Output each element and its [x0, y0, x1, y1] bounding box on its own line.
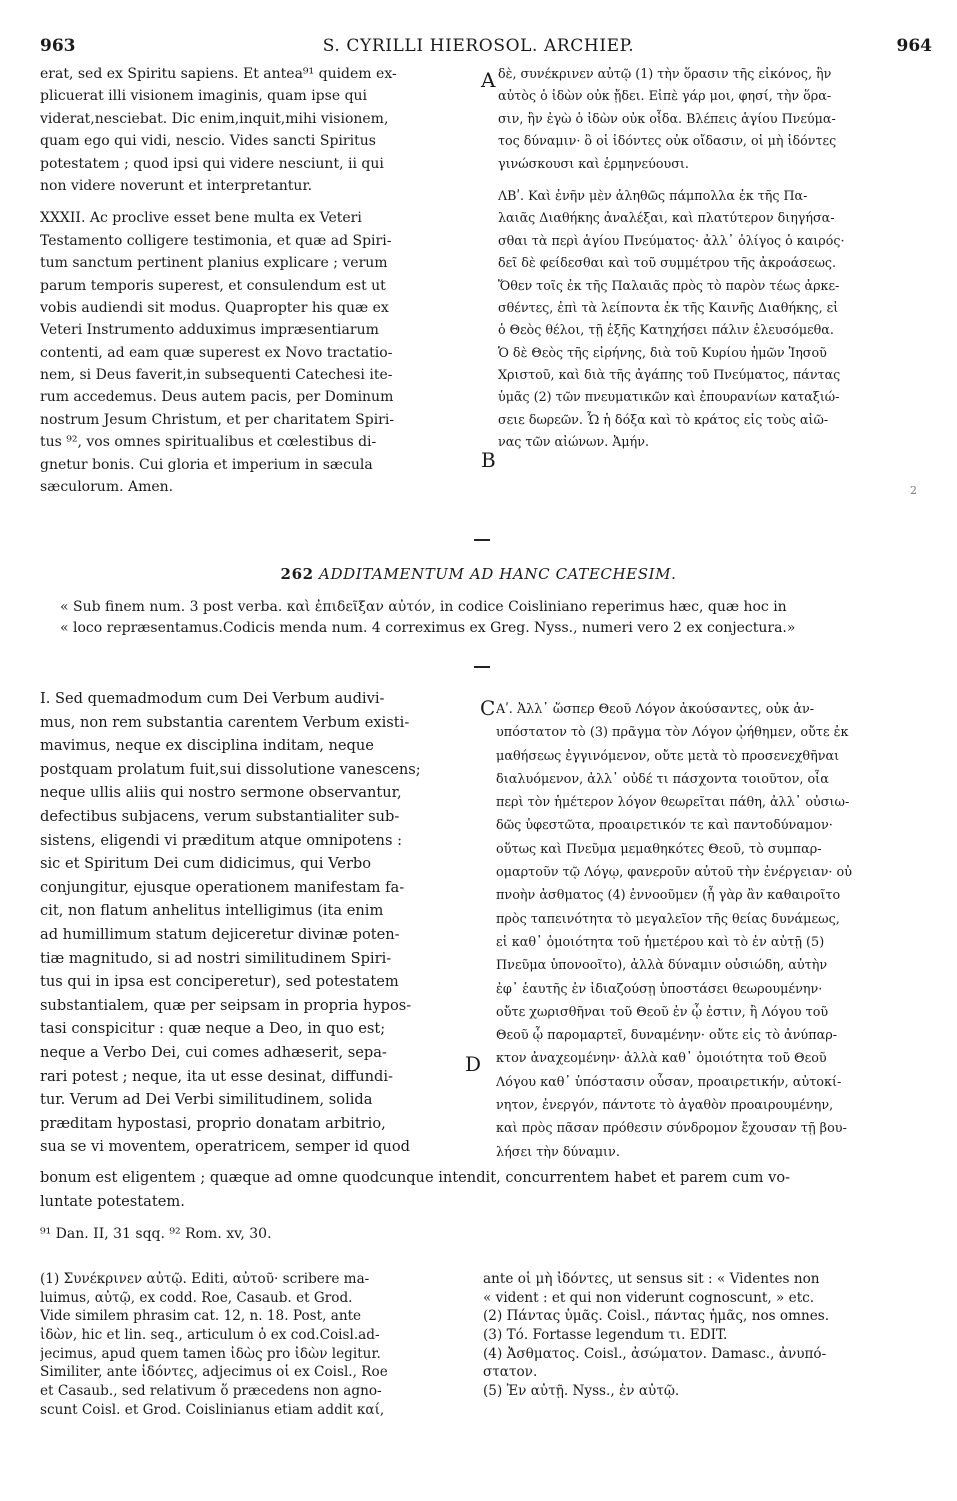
text-line: sæculorum. Amen.: [40, 479, 174, 496]
text-line: νας τῶν αἰώνων. Ἀμήν.: [498, 434, 650, 450]
additamentum-note: [60, 597, 940, 639]
text-line: substantialem, quæ per seipsam in propria hypos-: [40, 996, 412, 1014]
text-line: præditam hypostasi, proprio donatam arbitrio,: [40, 1114, 386, 1132]
text-line: σθαι τὰ περὶ ἁγίου Πνεύματος· ἀλλ᾽ ὀλίγος ὁ καιρός·: [498, 232, 845, 248]
text-line: καὶ πρὸς πᾶσαν πρόθεσιν σύνδρομον ἔχουσαν τῇ βου-: [496, 1121, 847, 1137]
text-line: νητον, ἐνεργόν, πάντοτε τὸ ἀγαθὸν προαιρουμένην,: [496, 1098, 834, 1114]
text-line: ὁ Θεὸς θέλοι, τῇ ἑξῆς Κατηχήσει πάλιν ἐλευσόμεθα.: [498, 322, 834, 338]
text-line: Testamento colligere testimonia, et quæ ad Spiri-: [40, 232, 392, 249]
scripture-references: ⁹¹ Dan. II, 31 sqq. ⁹² Rom. xv, 30.: [40, 1226, 272, 1242]
text-line: viderat,nesciebat. Dic enim,inquit,mihi visionem,: [40, 110, 389, 127]
text-line: οὔτε χωρισθῆναι τοῦ Θεοῦ ἐν ᾧ ἐστιν, ἢ Λόγου τοῦ: [496, 1004, 829, 1020]
text-line: I. Sed quemadmodum cum Dei Verbum audivi-: [40, 690, 385, 707]
text-line: Χριστοῦ, καὶ διὰ τῆς ἀγάπης τοῦ Πνεύματος, πάντας: [498, 367, 841, 383]
text-line: erat, sed ex Spiritu sapiens. Et antea⁹¹ quidem ex-: [40, 66, 397, 82]
footnote-line: στατον.: [483, 1364, 538, 1381]
footnote-line: scunt Coisl. et Grod. Coislinianus etiam addit καί,: [40, 1401, 385, 1418]
text-line: Ὁ δὲ Θεὸς τῆς εἰρήνης, διὰ τοῦ Κυρίου ἡμῶν Ἰησοῦ: [498, 344, 827, 360]
note-line: « Sub finem num. 3 post verba. καὶ ἐπιδεῖξαν αὐτόν, in codice Coisliniano reperimus hæc, quæ hoc in: [60, 599, 787, 615]
text-line: εἰ καθ᾽ ὁμοιότητα τοῦ ἡμετέρου καὶ τὸ ἐν αὐτῇ (5): [496, 934, 825, 950]
text-line: Ὅθεν τοῖς ἐκ τῆς Παλαιᾶς πρὸς τὸ παρὸν τέως ἀρκε-: [498, 277, 840, 293]
margin-letter-b: B: [481, 448, 496, 472]
greek-column-top: [498, 63, 938, 454]
text-line: parum temporis superest, et consulendum est ut: [40, 277, 386, 294]
text-line: διαλυόμενον, ἀλλ᾽ οὐδέ τι πάσχοντα τοιοῦτον, οἷα: [496, 771, 829, 787]
additamentum-heading: [0, 565, 957, 583]
footnote-line: (2) Πάντας ὑμᾶς. Coisl., πάντας ἡμᾶς, nos omnes.: [483, 1308, 830, 1325]
text-line: nem, si Deus faverit,in subsequenti Catechesi ite-: [40, 367, 393, 384]
text-line: mavimus, neque ex disciplina inditam, neque: [40, 737, 374, 755]
footnote-line: et Casaub., sed relativum ὅ præcedens non agno-: [40, 1383, 382, 1400]
text-line: neque a Verbo Dei, cui comes adhæserit, sepa-: [40, 1043, 387, 1061]
text-line: sua se vi moventem, operatricem, semper id quod: [40, 1138, 411, 1156]
footnote-line: (4) Ἀσθματος. Coisl., ἀσώματον. Damasc., ἀνυπό-: [483, 1345, 827, 1362]
footnotes-left: [40, 1270, 470, 1420]
footnote-line: Similiter, ante ἰδόντες, adjecimus οἱ ex Coisl., Roe: [40, 1364, 388, 1381]
text-line: σιν, ἣν ἐγὼ ὁ ἰδὼν οὐκ οἶδα. Βλέπεις ἁγίου Πνεύμα-: [498, 110, 836, 126]
text-line: quam ego qui vidi, nescio. Vides sancti Spiritus: [40, 133, 376, 150]
text-line: sic et Spiritum Dei cum didicimus, qui Verbo: [40, 855, 372, 873]
text-line: λήσει τὴν δύναμιν.: [496, 1144, 620, 1160]
text-line: ad humillimum statum dejiceretur divinæ poten-: [40, 925, 400, 943]
footnotes-right: [483, 1270, 933, 1401]
running-header: [0, 32, 957, 62]
text-line: Veteri Instrumento adduximus impræsentiarum: [40, 322, 379, 339]
text-line: γινώσκουσι καὶ ἑρμηνεύουσι.: [498, 155, 689, 171]
text-line: plicuerat illi visionem imaginis, quam ipse qui: [40, 88, 368, 105]
running-title: S. CYRILLI HIEROSOL. ARCHIEP.: [322, 36, 635, 56]
text-line: tiæ magnitudo, si ad nostri similitudinem Spiri-: [40, 949, 392, 967]
text-line: vobis audiendi sit modus. Quapropter his quæ ex: [40, 299, 389, 316]
text-line: ὑμᾶς (2) τῶν πνευματικῶν καὶ ἐπουρανίων καταξιώ-: [498, 389, 840, 405]
margin-letter-a: A: [481, 68, 496, 92]
additamentum-title: ADDITAMENTUM AD HANC CATECHESIM.: [319, 565, 677, 583]
text-line: gnetur bonis. Cui gloria et imperium in sæcula: [40, 456, 373, 473]
text-line: [40, 197, 480, 207]
text-line: luntate potestatem.: [40, 1192, 185, 1210]
note-line: « loco repræsentamus.Codicis menda num. 4 correximus ex Greg. Nyss., numeri vero 2 ex conjectura.»: [60, 620, 796, 636]
text-line: tasi conspicitur : quæ neque a Deo, in quo est;: [40, 1020, 386, 1038]
text-line: ΛΒʹ. Καὶ ἐνῆν μὲν ἀληθῶς πάμπολλα ἐκ τῆς Πα-: [498, 187, 808, 203]
text-line: υπόστατον τὸ (3) πρᾶγμα τὸν Λόγον ᾠήθημεν, οὔτε ἐκ: [496, 725, 849, 741]
additamentum-number: 262: [280, 565, 314, 583]
footnote-line: (1) Συνέκρινεν αὐτῷ. Editi, αὐτοῦ· scribere ma-: [40, 1271, 370, 1287]
text-line: δεῖ δὲ φείδεσθαι καὶ τοῦ συμμέτρου τῆς ἀκροάσεως.: [498, 255, 837, 271]
section-divider: [474, 666, 490, 668]
text-line: contenti, ad eam quæ superest ex Novo tractatio-: [40, 344, 393, 361]
text-line: nostrum Jesum Christum, et per charitatem Spiri-: [40, 411, 395, 428]
text-line: ομαρτοῦν τῷ Λόγῳ, φανεροῦν αὐτοῦ τὴν ἐνέργειαν· οὐ: [496, 865, 852, 881]
text-line: Πνεῦμα ὑπονοοῖτο), ἀλλὰ δύναμιν οὐσιώδη, αὐτὴν: [496, 958, 828, 974]
text-line: mus, non rem substantia carentem Verbum existi-: [40, 713, 410, 731]
text-line: conjungitur, ejusque operationem manifestam fa-: [40, 878, 405, 896]
text-line: Aʹ. Ἀλλ᾽ ὥσπερ Θεοῦ Λόγον ἀκούσαντες, οὐκ ἀν-: [496, 702, 815, 717]
footnote-line: « vident : et qui non viderunt cognoscunt, » etc.: [483, 1289, 815, 1306]
footnote-line: jecimus, apud quem tamen ἰδὼς pro ἰδὼν legitur.: [40, 1345, 381, 1362]
text-line: Θεοῦ ᾧ παρομαρτεῖ, δυναμένην· οὔτε εἰς τὸ ἀνύπαρ-: [496, 1028, 838, 1044]
text-line: περὶ τὸν ἡμέτερον λόγον θεωρεῖται πάθη, ἀλλ᾽ οὐσιω-: [496, 795, 850, 811]
text-line: tur. Verum ad Dei Verbi similitudinem, solida: [40, 1091, 373, 1109]
pencil-mark: 2: [910, 484, 917, 497]
latin-full-width-continuation: [40, 1166, 930, 1213]
margin-letter-d: D: [465, 1052, 482, 1076]
text-line: μαθήσεως ἐγγινόμενον, οὔτε μετὰ τὸ προσενεχθῆναι: [496, 748, 840, 764]
text-line: rari potest ; neque, ita ut esse desinat, diffundi-: [40, 1067, 393, 1085]
text-line: XXXII. Ac proclive esset bene multa ex Veteri: [40, 210, 362, 227]
footnote-line: luimus, αὐτῷ, ex codd. Roe, Casaub. et Grod.: [40, 1289, 353, 1306]
text-line: δὲ, συνέκρινεν αὐτῷ (1) τὴν ὅρασιν τῆς εἰκόνος, ἣν: [498, 66, 832, 81]
footnote-line: ἰδὼν, hic et lin. seq., articulum ὁ ex cod.Coisl.ad-: [40, 1327, 380, 1344]
text-line: bonum est eligentem ; quæque ad omne quodcunque intendit, concurrentem habet et parem cum vo-: [40, 1169, 791, 1186]
text-line: [498, 175, 938, 185]
page-number-left: 963: [40, 36, 76, 56]
text-line: σθέντες, ἐπὶ τὰ λείποντα ἐκ τῆς Καινῆς Διαθήκης, εἰ: [498, 299, 839, 315]
text-line: αὐτὸς ὁ ἰδὼν οὐκ ᾔδει. Εἰπὲ γάρ μοι, φησί, τὴν ὅρα-: [498, 88, 832, 104]
section-divider: [474, 539, 490, 541]
footnote-line: (3) Τό. Fortasse legendum τι. EDIT.: [483, 1327, 728, 1344]
margin-letter-c: C: [480, 696, 496, 720]
text-line: rum accedemus. Deus autem pacis, per Dominum: [40, 389, 394, 406]
text-line: neque ullis aliis qui nostro sermone observantur,: [40, 784, 402, 802]
text-line: πνοὴν ἀσθματος (4) ἐννοοῦμεν (ἦ γὰρ ἂν καθαιροῖτο: [496, 888, 841, 904]
text-line: οὕτως καὶ Πνεῦμα μεμαθηκότες Θεοῦ, τὸ συμπαρ-: [496, 841, 822, 857]
text-line: defectibus subjacens, verum substantialiter sub-: [40, 807, 400, 825]
text-line: πρὸς ταπεινότητα τὸ μεγαλεῖον τῆς θείας δυνάμεως,: [496, 911, 840, 927]
text-line: λαιᾶς Διαθήκης ἀναλέξαι, καὶ πλατύτερον διηγήσα-: [498, 210, 835, 226]
text-line: τος δύναμιν· ὃ οἱ ἰδόντες οὐκ οἴδασιν, οἱ μὴ ἰδόντες: [498, 133, 837, 149]
latin-column-bottom: [40, 687, 482, 1159]
text-line: postquam prolatum fuit,sui dissolutione vanescens;: [40, 760, 421, 778]
text-line: potestatem ; quod ipsi qui videre nesciunt, ii qui: [40, 155, 384, 172]
text-line: Λόγου καθ᾽ ὑπόστασιν οὖσαν, προαιρετικήν, αὐτοκί-: [496, 1074, 842, 1090]
page-number-right: 964: [896, 36, 932, 56]
text-line: cit, non flatum anhelitus intelligimus (ita enim: [40, 902, 384, 920]
greek-column-bottom: [496, 698, 936, 1164]
text-line: tus qui in ipsa est conciperetur), sed potestatem: [40, 973, 399, 991]
footnote-line: ante οἱ μὴ ἰδόντες, ut sensus sit : « Videntes non: [483, 1271, 820, 1287]
footnote-line: (5) Ἐν αὐτῇ. Nyss., ἐν αὐτῷ.: [483, 1383, 680, 1400]
text-line: tum sanctum pertinent planius explicare ; verum: [40, 255, 388, 272]
text-line: σειε δωρεῶν. Ὧ ἡ δόξα καὶ τὸ κράτος εἰς τοὺς αἰῶ-: [498, 411, 829, 427]
text-line: κτον ἀναχεομένην· ἀλλὰ καθ᾽ ὁμοιότητα τοῦ Θεοῦ: [496, 1051, 827, 1067]
text-line: tus ⁹², vos omnes spiritualibus et cœlestibus di-: [40, 434, 377, 451]
latin-column-top: [40, 63, 480, 498]
text-line: non videre noverunt et interpretantur.: [40, 177, 313, 194]
text-line: ἐφ᾽ ἑαυτῆς ἐν ἰδιαζούσῃ ὑποστάσει θεωρουμένην·: [496, 981, 823, 997]
footnote-line: Vide similem phrasim cat. 12, n. 18. Post, ante: [40, 1308, 362, 1325]
text-line: δῶς ὑφεστῶτα, προαιρετικόν τε καὶ παντοδύναμον·: [496, 818, 833, 834]
text-line: sistens, eligendi vi præditum atque omnipotens :: [40, 831, 402, 849]
